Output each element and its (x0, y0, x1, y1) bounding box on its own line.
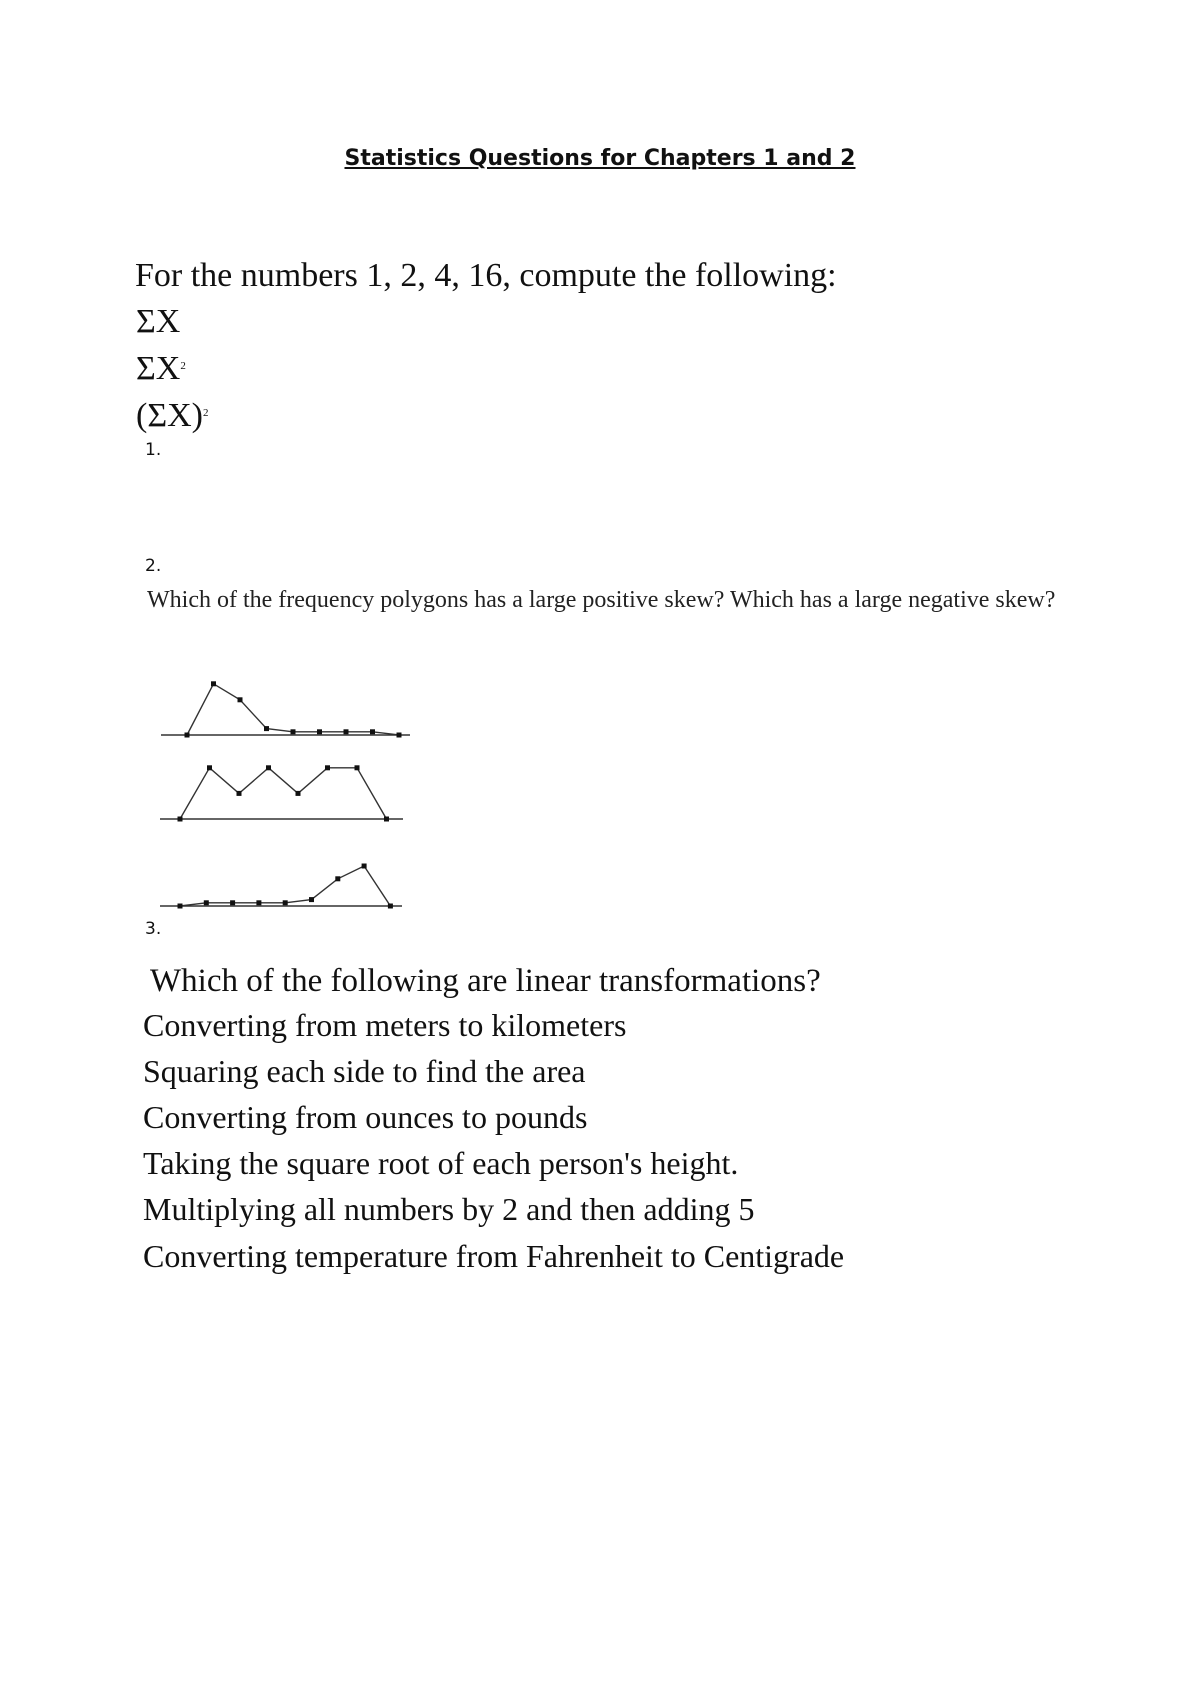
page-title: Statistics Questions for Chapters 1 and 2 (344, 146, 856, 171)
q3-option-6: Converting temperature from Fahrenheit to Centigrade (143, 1238, 845, 1274)
formula-base: ΣX (136, 303, 181, 340)
polygon-point (317, 729, 322, 734)
formula-base: (ΣX) (136, 397, 203, 434)
polygon-point (178, 817, 183, 822)
question-number-2: 2. (145, 556, 162, 576)
polygon-point (355, 765, 360, 770)
polygon-point (291, 729, 296, 734)
polygon-point (370, 729, 375, 734)
polygon-line (180, 768, 387, 819)
polygon-multimodal (160, 765, 403, 821)
formula-sum-x-all-squared (136, 397, 209, 435)
polygon-point (238, 697, 243, 702)
q3-option-1: Converting from meters to kilometers (143, 1007, 627, 1043)
q3-option-2: Squaring each side to find the area (143, 1053, 586, 1089)
polygon-point (397, 733, 402, 738)
polygon-point (296, 791, 301, 796)
polygon-point (178, 904, 183, 909)
q2-text: Which of the frequency polygons has a large positive skew? Which has a large negative skew? (147, 587, 1056, 613)
question-number-3: 3. (145, 919, 162, 939)
polygon-point (211, 681, 216, 686)
polygon-negative-skew (160, 864, 402, 909)
formula-base: ΣX (136, 350, 181, 387)
q3-option-5: Multiplying all numbers by 2 and then adding 5 (143, 1191, 755, 1227)
formula-exponent: 2 (203, 407, 209, 419)
polygon-point (266, 765, 271, 770)
q3-option-3: Converting from ounces to pounds (143, 1099, 588, 1135)
polygon-point (388, 904, 393, 909)
q1-intro: For the numbers 1, 2, 4, 16, compute the following: (135, 257, 837, 294)
polygon-point (185, 733, 190, 738)
polygon-point (325, 765, 330, 770)
polygon-point (335, 876, 340, 881)
formula-sum-x (136, 303, 180, 341)
polygon-point (264, 726, 269, 731)
formula-sum-x-squared (136, 350, 186, 388)
polygon-line (187, 684, 399, 735)
polygon-point (283, 900, 288, 905)
polygon-point (309, 897, 314, 902)
polygon-line (180, 866, 390, 906)
formula-exponent: 2 (180, 360, 186, 372)
polygon-point (204, 900, 209, 905)
polygon-point (230, 900, 235, 905)
polygon-point (362, 864, 367, 869)
polygon-positive-skew (161, 681, 410, 737)
polygon-point (384, 817, 389, 822)
polygon-point (207, 765, 212, 770)
polygon-point (237, 791, 242, 796)
q3-option-4: Taking the square root of each person's height. (143, 1145, 739, 1181)
polygon-point (256, 900, 261, 905)
q3-title: Which of the following are linear transformations? (150, 963, 821, 999)
polygon-point (344, 729, 349, 734)
question-number-1: 1. (145, 440, 162, 460)
